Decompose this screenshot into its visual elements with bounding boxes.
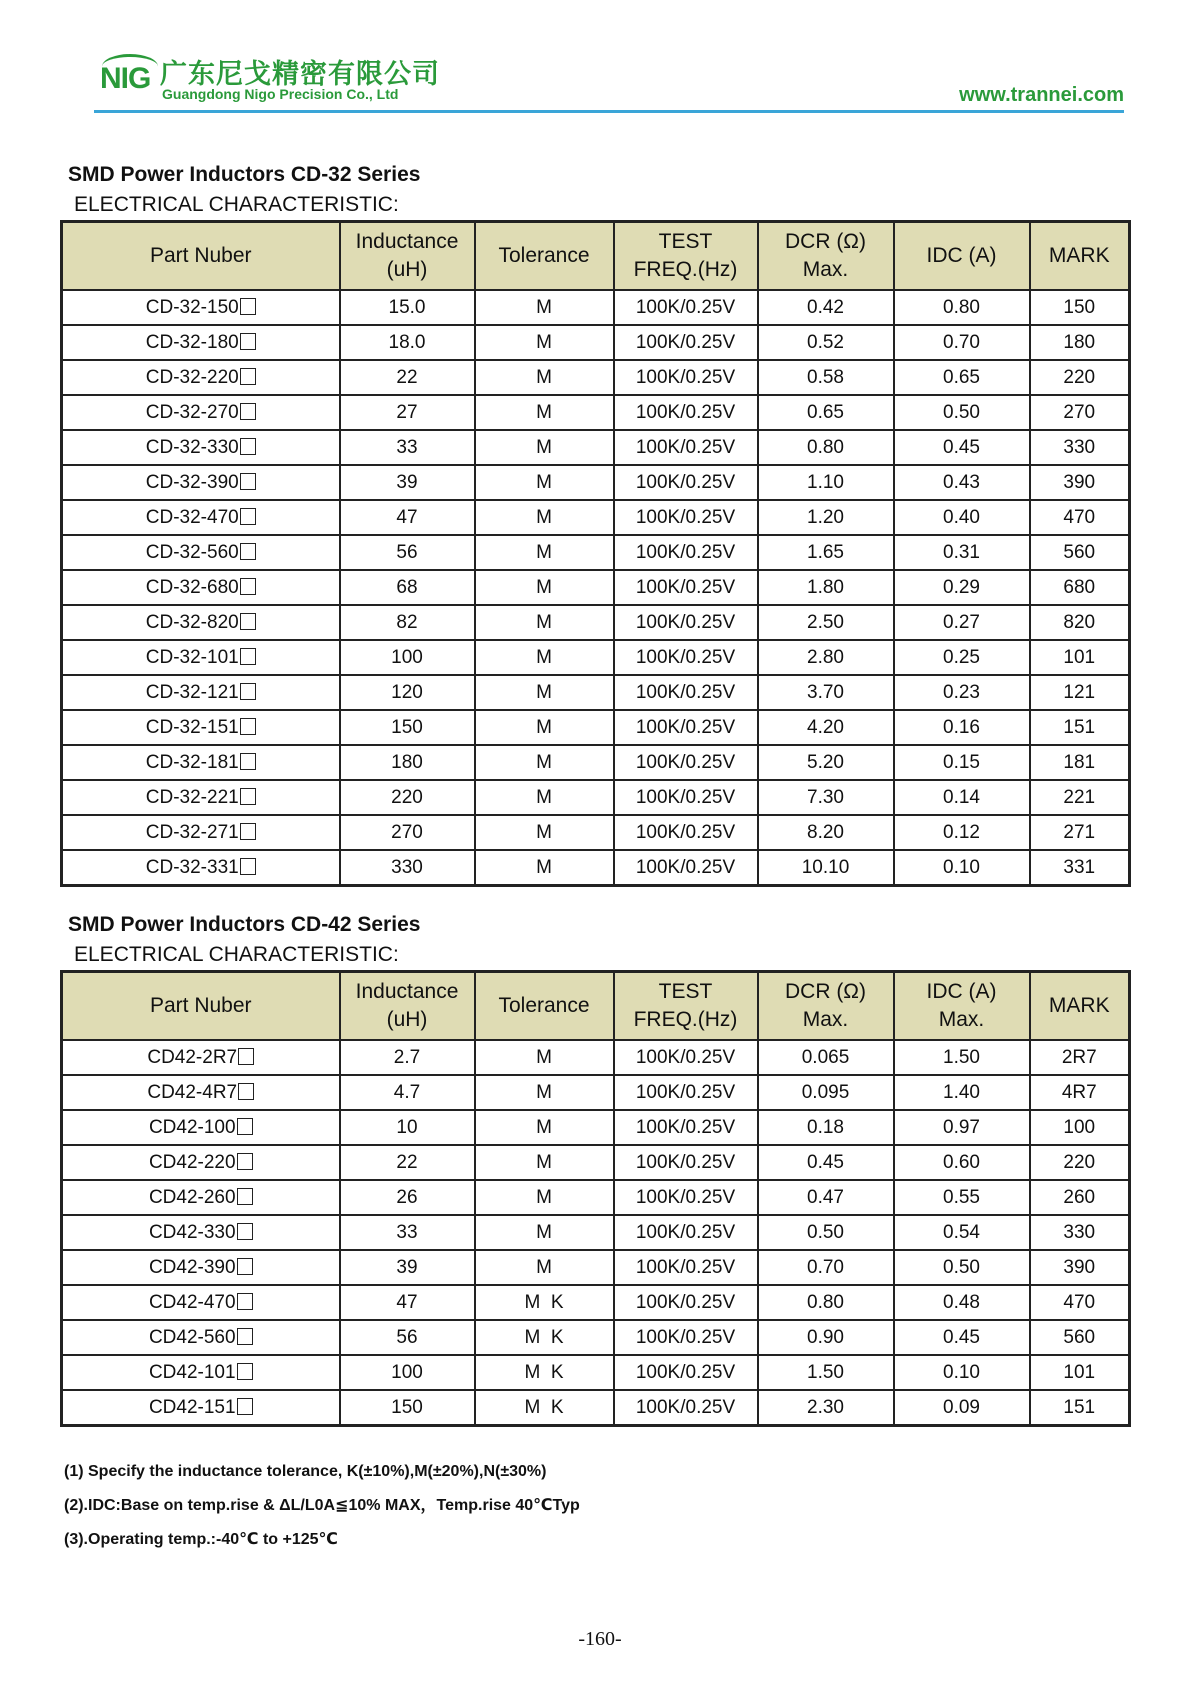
table-row	[62, 815, 1130, 850]
table-cell: 180	[340, 745, 475, 780]
table-cell: 1.80	[758, 570, 894, 605]
part-number-cell: CD-32-221	[62, 780, 340, 815]
column-header: MARK	[1030, 972, 1130, 1041]
tolerance-placeholder-box	[240, 613, 256, 630]
table-cell: M	[475, 360, 614, 395]
table-cell: 101	[1030, 1355, 1130, 1390]
table-row	[62, 1075, 1130, 1110]
section-title: SMD Power Inductors CD-42 Series	[68, 913, 421, 936]
table-cell: 4.20	[758, 710, 894, 745]
table-cell: 0.29	[894, 570, 1030, 605]
table-cell: 0.45	[894, 1320, 1030, 1355]
table-cell: 0.10	[894, 1355, 1030, 1390]
table-cell: 0.095	[758, 1075, 894, 1110]
page-header	[0, 0, 1200, 130]
table-cell: 100K/0.25V	[614, 325, 758, 360]
column-header: Inductance (uH)	[340, 222, 475, 291]
table-cell: 100K/0.25V	[614, 1215, 758, 1250]
part-number-cell: CD-32-390	[62, 465, 340, 500]
table-row	[62, 1110, 1130, 1145]
table-cell: 33	[340, 1215, 475, 1250]
header-divider	[94, 110, 1124, 113]
table-cell: 0.50	[894, 1250, 1030, 1285]
table-cell: 0.065	[758, 1040, 894, 1075]
table-cell: 820	[1030, 605, 1130, 640]
table-header-row	[62, 222, 1130, 291]
column-header: DCR (Ω) Max.	[758, 222, 894, 291]
column-header: Tolerance	[475, 972, 614, 1041]
column-header: Tolerance	[475, 222, 614, 291]
table-row	[62, 500, 1130, 535]
table-row	[62, 1355, 1130, 1390]
table-cell: 100K/0.25V	[614, 605, 758, 640]
tolerance-placeholder-box	[238, 1048, 254, 1065]
tolerance-placeholder-box	[240, 438, 256, 455]
table-cell: 100K/0.25V	[614, 465, 758, 500]
table-cell: 100K/0.25V	[614, 1285, 758, 1320]
table-cell: 7.30	[758, 780, 894, 815]
table-cell: M	[475, 640, 614, 675]
table-cell: 100K/0.25V	[614, 1110, 758, 1145]
table-cell: 0.31	[894, 535, 1030, 570]
table-cell: M	[475, 1040, 614, 1075]
tolerance-placeholder-box	[240, 858, 256, 875]
cd32-table	[60, 220, 1131, 887]
table-cell: 100K/0.25V	[614, 360, 758, 395]
company-logo: NIG	[100, 62, 150, 96]
table-cell: 100K/0.25V	[614, 1040, 758, 1075]
column-header: Part Nuber	[62, 222, 340, 291]
table-cell: 0.52	[758, 325, 894, 360]
table-cell: 2.7	[340, 1040, 475, 1075]
part-number-cell: CD-32-331	[62, 850, 340, 886]
table-cell: M	[475, 815, 614, 850]
tolerance-placeholder-box	[237, 1293, 253, 1310]
table-cell: 100K/0.25V	[614, 395, 758, 430]
table-cell: M	[475, 1215, 614, 1250]
table-cell: 15.0	[340, 290, 475, 325]
table-cell: 101	[1030, 640, 1130, 675]
table-cell: 181	[1030, 745, 1130, 780]
table-cell: 39	[340, 465, 475, 500]
table-row	[62, 1285, 1130, 1320]
table-cell: 560	[1030, 1320, 1130, 1355]
table-cell: 330	[340, 850, 475, 886]
part-number-cell: CD-32-121	[62, 675, 340, 710]
table-cell: 0.90	[758, 1320, 894, 1355]
table-row	[62, 1040, 1130, 1075]
table-cell: 56	[340, 1320, 475, 1355]
table-cell: 0.42	[758, 290, 894, 325]
table-cell: 0.70	[758, 1250, 894, 1285]
part-number-cell: CD42-220	[62, 1145, 340, 1180]
note-3: (3).Operating temp.:-40℃ to +125℃	[64, 1531, 338, 1548]
table-row	[62, 710, 1130, 745]
table-cell: 100K/0.25V	[614, 535, 758, 570]
table-cell: 0.14	[894, 780, 1030, 815]
table-cell: M	[475, 1180, 614, 1215]
table-cell: 100K/0.25V	[614, 710, 758, 745]
tolerance-placeholder-box	[240, 578, 256, 595]
table-cell: 1.65	[758, 535, 894, 570]
column-header: MARK	[1030, 222, 1130, 291]
tolerance-placeholder-box	[240, 298, 256, 315]
table-cell: 470	[1030, 500, 1130, 535]
table-cell: 39	[340, 1250, 475, 1285]
table-cell: M K	[475, 1390, 614, 1426]
table-cell: 121	[1030, 675, 1130, 710]
table-row	[62, 535, 1130, 570]
table-cell: M	[475, 395, 614, 430]
table-cell: 8.20	[758, 815, 894, 850]
tolerance-placeholder-box	[240, 368, 256, 385]
table-cell: 22	[340, 1145, 475, 1180]
table-cell: 47	[340, 1285, 475, 1320]
table-cell: 0.58	[758, 360, 894, 395]
table-cell: 82	[340, 605, 475, 640]
tolerance-placeholder-box	[237, 1118, 253, 1135]
table-row	[62, 430, 1130, 465]
table-cell: 18.0	[340, 325, 475, 360]
table-row	[62, 465, 1130, 500]
part-number-cell: CD-32-560	[62, 535, 340, 570]
table-row	[62, 1390, 1130, 1426]
tolerance-placeholder-box	[240, 753, 256, 770]
table-cell: M	[475, 465, 614, 500]
table-cell: 100K/0.25V	[614, 1320, 758, 1355]
table-cell: 120	[340, 675, 475, 710]
table-cell: 68	[340, 570, 475, 605]
part-number-cell: CD-32-150	[62, 290, 340, 325]
table-row	[62, 1250, 1130, 1285]
table-cell: 0.80	[894, 290, 1030, 325]
tolerance-placeholder-box	[240, 333, 256, 350]
table-cell: M	[475, 500, 614, 535]
table-cell: 0.60	[894, 1145, 1030, 1180]
table-cell: 5.20	[758, 745, 894, 780]
tolerance-placeholder-box	[240, 823, 256, 840]
tolerance-placeholder-box	[237, 1188, 253, 1205]
table-cell: M	[475, 325, 614, 360]
tolerance-placeholder-box	[238, 1083, 254, 1100]
table-cell: 100K/0.25V	[614, 1180, 758, 1215]
table-cell: 0.80	[758, 1285, 894, 1320]
tolerance-placeholder-box	[237, 1258, 253, 1275]
table-cell: M	[475, 745, 614, 780]
table-cell: 27	[340, 395, 475, 430]
table-cell: 26	[340, 1180, 475, 1215]
part-number-cell: CD-32-271	[62, 815, 340, 850]
table-cell: 0.65	[758, 395, 894, 430]
table-cell: 0.15	[894, 745, 1030, 780]
table-cell: 1.50	[758, 1355, 894, 1390]
table-cell: 390	[1030, 465, 1130, 500]
part-number-cell: CD-32-101	[62, 640, 340, 675]
part-number-cell: CD42-100	[62, 1110, 340, 1145]
table-cell: 33	[340, 430, 475, 465]
table-cell: 330	[1030, 1215, 1130, 1250]
column-header: IDC (A)	[894, 222, 1030, 291]
table-cell: 100	[340, 640, 475, 675]
tolerance-placeholder-box	[237, 1328, 253, 1345]
section-subtitle: ELECTRICAL CHARACTERISTIC:	[74, 943, 399, 966]
table-cell: 0.80	[758, 430, 894, 465]
table-cell: M K	[475, 1320, 614, 1355]
table-cell: 0.97	[894, 1110, 1030, 1145]
tolerance-placeholder-box	[240, 403, 256, 420]
table-cell: 100K/0.25V	[614, 640, 758, 675]
company-name-en: Guangdong Nigo Precision Co., Ltd	[162, 86, 399, 102]
table-cell: M	[475, 710, 614, 745]
table-cell: 221	[1030, 780, 1130, 815]
table-cell: 0.55	[894, 1180, 1030, 1215]
table-cell: 100K/0.25V	[614, 780, 758, 815]
table-cell: 47	[340, 500, 475, 535]
table-cell: M K	[475, 1355, 614, 1390]
table-cell: 10.10	[758, 850, 894, 886]
table-cell: 0.54	[894, 1215, 1030, 1250]
tolerance-placeholder-box	[237, 1223, 253, 1240]
table-row	[62, 1145, 1130, 1180]
note-1: (1) Specify the inductance tolerance, K(±10%),M(±20%),N(±30%)	[64, 1463, 547, 1480]
table-cell: 4R7	[1030, 1075, 1130, 1110]
table-cell: 1.20	[758, 500, 894, 535]
table-cell: 680	[1030, 570, 1130, 605]
table-cell: 390	[1030, 1250, 1130, 1285]
table-row	[62, 360, 1130, 395]
table-cell: 0.70	[894, 325, 1030, 360]
table-cell: 270	[1030, 395, 1130, 430]
table-cell: 470	[1030, 1285, 1130, 1320]
table-cell: 0.12	[894, 815, 1030, 850]
table-cell: 0.50	[758, 1215, 894, 1250]
part-number-cell: CD-32-470	[62, 500, 340, 535]
table-cell: M K	[475, 1285, 614, 1320]
table-row	[62, 640, 1130, 675]
table-cell: M	[475, 1145, 614, 1180]
part-number-cell: CD-32-220	[62, 360, 340, 395]
part-number-cell: CD-32-680	[62, 570, 340, 605]
table-cell: 100K/0.25V	[614, 570, 758, 605]
table-cell: 2.80	[758, 640, 894, 675]
tolerance-placeholder-box	[240, 543, 256, 560]
table-row	[62, 1215, 1130, 1250]
table-cell: M	[475, 605, 614, 640]
table-cell: 271	[1030, 815, 1130, 850]
column-header: TEST FREQ.(Hz)	[614, 222, 758, 291]
section-cd32	[60, 160, 1128, 887]
table-cell: 100K/0.25V	[614, 1390, 758, 1426]
part-number-cell: CD42-330	[62, 1215, 340, 1250]
part-number-cell: CD42-151	[62, 1390, 340, 1426]
tolerance-placeholder-box	[240, 473, 256, 490]
table-cell: 100K/0.25V	[614, 850, 758, 886]
part-number-cell: CD42-260	[62, 1180, 340, 1215]
tolerance-placeholder-box	[240, 648, 256, 665]
table-cell: M	[475, 675, 614, 710]
page-number: -160-	[578, 1628, 622, 1650]
table-cell: 0.16	[894, 710, 1030, 745]
table-cell: 100K/0.25V	[614, 1145, 758, 1180]
table-cell: 10	[340, 1110, 475, 1145]
table-cell: 151	[1030, 710, 1130, 745]
table-cell: 150	[340, 710, 475, 745]
table-cell: 0.45	[894, 430, 1030, 465]
part-number-cell: CD42-101	[62, 1355, 340, 1390]
table-cell: 0.10	[894, 850, 1030, 886]
table-row	[62, 570, 1130, 605]
tolerance-placeholder-box	[240, 508, 256, 525]
part-number-cell: CD42-4R7	[62, 1075, 340, 1110]
column-header: Part Nuber	[62, 972, 340, 1041]
table-cell: M	[475, 1075, 614, 1110]
table-cell: 100	[340, 1355, 475, 1390]
website-link[interactable]: www.trannei.com	[959, 84, 1124, 106]
table-cell: 100K/0.25V	[614, 1355, 758, 1390]
table-cell: 331	[1030, 850, 1130, 886]
table-cell: 220	[1030, 1145, 1130, 1180]
table-cell: 100K/0.25V	[614, 675, 758, 710]
table-cell: 3.70	[758, 675, 894, 710]
table-cell: 100K/0.25V	[614, 430, 758, 465]
note-2: (2).IDC:Base on temp.rise & ΔL/L0A≦10% MAX，Temp.rise 40℃Typ	[64, 1497, 580, 1514]
notes	[64, 1455, 580, 1557]
table-cell: 0.47	[758, 1180, 894, 1215]
table-cell: 0.50	[894, 395, 1030, 430]
table-cell: M	[475, 535, 614, 570]
table-row	[62, 1180, 1130, 1215]
table-cell: 150	[340, 1390, 475, 1426]
table-cell: 0.45	[758, 1145, 894, 1180]
table-cell: 2.30	[758, 1390, 894, 1426]
table-row	[62, 605, 1130, 640]
table-cell: M	[475, 430, 614, 465]
table-cell: M	[475, 290, 614, 325]
table-cell: M	[475, 1250, 614, 1285]
table-cell: 0.23	[894, 675, 1030, 710]
column-header: IDC (A) Max.	[894, 972, 1030, 1041]
part-number-cell: CD-32-270	[62, 395, 340, 430]
logo-arc-icon	[102, 54, 158, 79]
table-cell: 260	[1030, 1180, 1130, 1215]
tolerance-placeholder-box	[237, 1153, 253, 1170]
table-cell: M	[475, 850, 614, 886]
table-cell: 150	[1030, 290, 1130, 325]
table-cell: 0.25	[894, 640, 1030, 675]
table-cell: 100K/0.25V	[614, 745, 758, 780]
table-cell: 1.10	[758, 465, 894, 500]
table-row	[62, 325, 1130, 360]
table-cell: 100K/0.25V	[614, 1250, 758, 1285]
part-number-cell: CD-32-180	[62, 325, 340, 360]
tolerance-placeholder-box	[237, 1398, 253, 1415]
table-cell: 1.50	[894, 1040, 1030, 1075]
table-cell: 2.50	[758, 605, 894, 640]
table-cell: 100K/0.25V	[614, 290, 758, 325]
table-cell: 1.40	[894, 1075, 1030, 1110]
table-cell: 330	[1030, 430, 1130, 465]
table-cell: M	[475, 780, 614, 815]
table-header-row	[62, 972, 1130, 1041]
table-cell: 220	[340, 780, 475, 815]
table-row	[62, 290, 1130, 325]
section-title: SMD Power Inductors CD-32 Series	[68, 163, 421, 186]
table-cell: 151	[1030, 1390, 1130, 1426]
table-row	[62, 395, 1130, 430]
table-cell: 270	[340, 815, 475, 850]
tolerance-placeholder-box	[237, 1363, 253, 1380]
column-header: TEST FREQ.(Hz)	[614, 972, 758, 1041]
table-row	[62, 850, 1130, 886]
table-cell: 180	[1030, 325, 1130, 360]
table-cell: 0.18	[758, 1110, 894, 1145]
part-number-cell: CD-32-330	[62, 430, 340, 465]
table-cell: 100K/0.25V	[614, 500, 758, 535]
tolerance-placeholder-box	[240, 683, 256, 700]
section-subtitle: ELECTRICAL CHARACTERISTIC:	[74, 193, 399, 216]
table-cell: 22	[340, 360, 475, 395]
table-cell: 0.27	[894, 605, 1030, 640]
table-cell: 2R7	[1030, 1040, 1130, 1075]
table-cell: 0.09	[894, 1390, 1030, 1426]
table-cell: 100K/0.25V	[614, 1075, 758, 1110]
table-cell: 0.65	[894, 360, 1030, 395]
part-number-cell: CD42-470	[62, 1285, 340, 1320]
section-cd42	[60, 910, 1128, 1427]
table-cell: M	[475, 1110, 614, 1145]
table-row	[62, 745, 1130, 780]
table-cell: 4.7	[340, 1075, 475, 1110]
table-row	[62, 1320, 1130, 1355]
part-number-cell: CD42-560	[62, 1320, 340, 1355]
part-number-cell: CD-32-820	[62, 605, 340, 640]
cd42-table	[60, 970, 1131, 1427]
company-name-cn: 广东尼戈精密有限公司	[160, 59, 440, 90]
table-cell: 560	[1030, 535, 1130, 570]
column-header: DCR (Ω) Max.	[758, 972, 894, 1041]
table-cell: 100	[1030, 1110, 1130, 1145]
table-cell: 0.43	[894, 465, 1030, 500]
tolerance-placeholder-box	[240, 718, 256, 735]
part-number-cell: CD42-2R7	[62, 1040, 340, 1075]
table-cell: M	[475, 570, 614, 605]
table-cell: 220	[1030, 360, 1130, 395]
table-cell: 0.48	[894, 1285, 1030, 1320]
table-cell: 100K/0.25V	[614, 815, 758, 850]
part-number-cell: CD42-390	[62, 1250, 340, 1285]
part-number-cell: CD-32-181	[62, 745, 340, 780]
table-cell: 56	[340, 535, 475, 570]
table-row	[62, 675, 1130, 710]
column-header: Inductance (uH)	[340, 972, 475, 1041]
tolerance-placeholder-box	[240, 788, 256, 805]
table-cell: 0.40	[894, 500, 1030, 535]
part-number-cell: CD-32-151	[62, 710, 340, 745]
table-row	[62, 780, 1130, 815]
